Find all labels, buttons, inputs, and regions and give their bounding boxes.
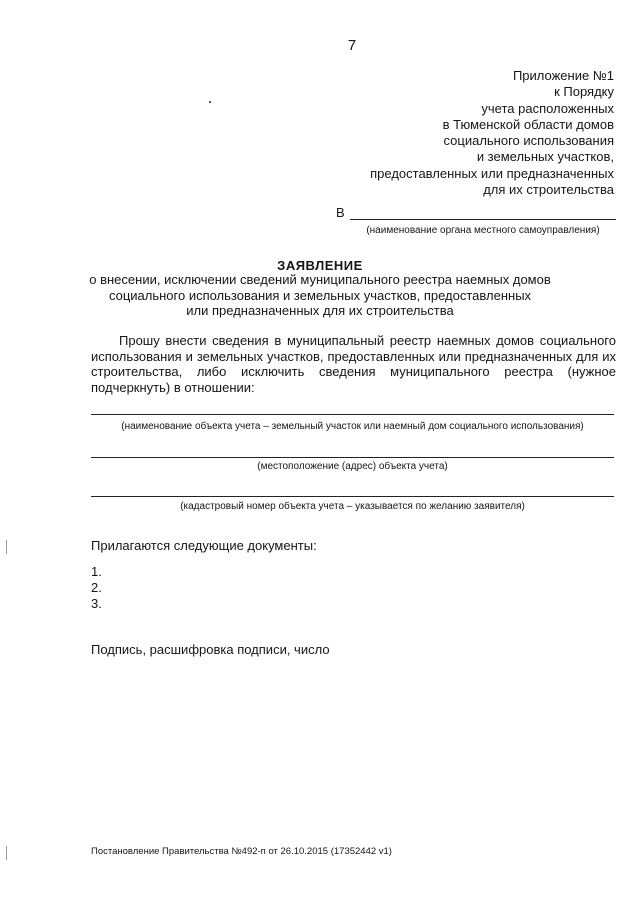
subtitle-line: социального использования и земельных участков, предоставленных (108, 287, 532, 303)
appendix-line: в Тюменской области домов (442, 116, 614, 132)
appendix-line: для их строительства (483, 182, 614, 198)
page-number: 7 (347, 37, 357, 54)
footer-reference: Постановление Правительства №492-п от 26.10.2015 (17352442 v1) (91, 846, 392, 857)
addressee-block (336, 205, 616, 241)
document-title: ЗАЯВЛЕНИЕ (277, 258, 363, 273)
request-paragraph: Прошу внести сведения в муниципальный реестр наемных домов социального использования и земельных участков, предоставленных или предназначенных для их строительства, либо исключить сведения муниципального реестра (нужное подчеркнуть) в отношении: (91, 333, 616, 395)
subtitle-line: о внесении, исключении сведений муниципального реестра наемных домов (89, 272, 551, 287)
document-subtitle (60, 272, 580, 319)
object-address-field[interactable] (91, 457, 614, 458)
addressee-caption: (наименование органа местного самоуправления) (366, 225, 600, 236)
object-address-caption: (местоположение (адрес) объекта учета) (257, 461, 448, 472)
attachments-heading: Прилагаются следующие документы: (91, 538, 317, 553)
list-item: 1. (91, 564, 102, 579)
attachments-list (91, 564, 102, 612)
appendix-header (370, 68, 614, 198)
object-name-field[interactable] (91, 414, 614, 415)
appendix-line: Приложение №1 (512, 68, 614, 83)
scan-edge-mark (6, 540, 7, 554)
list-item: 2. (91, 580, 102, 595)
appendix-line: социального использования (443, 133, 614, 149)
appendix-line: к Порядку (554, 84, 614, 100)
addressee-prefix: В (336, 205, 345, 220)
scan-speck (209, 101, 211, 103)
subtitle-line: или предназначенных для их строительства (186, 303, 454, 318)
scan-edge-mark (6, 846, 7, 860)
appendix-line: и земельных участков, (476, 149, 614, 165)
cadastral-number-caption: (кадастровый номер объекта учета – указывается по желанию заявителя) (180, 501, 525, 512)
appendix-line: предоставленных или предназначенных (370, 165, 614, 181)
cadastral-number-field[interactable] (91, 496, 614, 497)
signature-line: Подпись, расшифровка подписи, число (91, 642, 330, 657)
appendix-line: учета расположенных (481, 100, 614, 116)
addressee-blank-line[interactable] (350, 219, 616, 220)
object-name-caption: (наименование объекта учета – земельный участок или наемный дом социального использования) (121, 421, 584, 432)
list-item: 3. (91, 596, 102, 611)
